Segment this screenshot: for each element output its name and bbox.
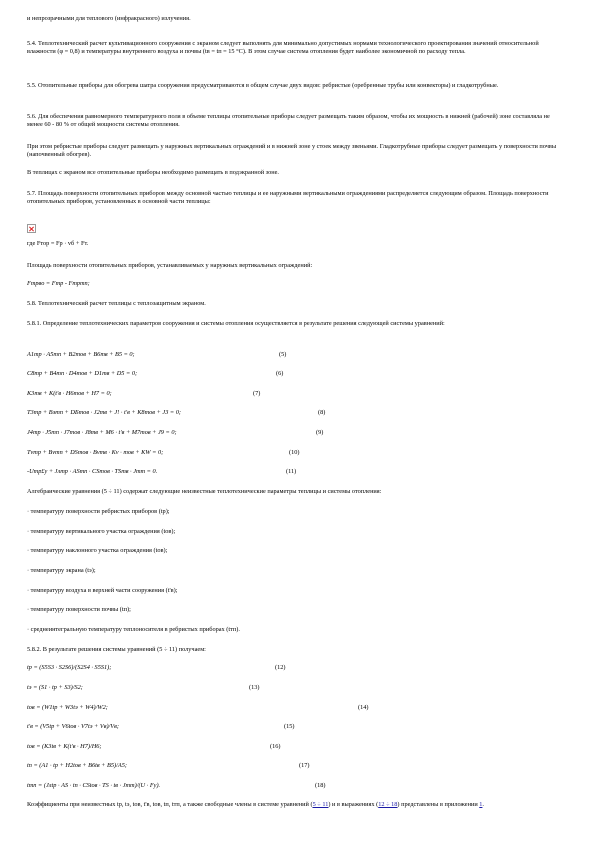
paragraph-5-7: 5.7. Площадь поверхности отопительных приборов между основной частью теплицы и ее наружными вертикальными ограждениями распределяется следующим образом. Площадь поверхности отопительных приборов, установленных в основной части теплицы: xyxy=(27,190,549,206)
equation-number: (18) xyxy=(315,782,326,789)
equation-number: (6) xyxy=(276,370,284,377)
equation-number: (5) xyxy=(279,351,287,358)
equation-10: Tvтр + Bvтп + DSтов · Bvтв · Кv · тов + КW = 0; xyxy=(27,449,164,456)
equation-13: tэ = (S1 · tр + S3)/S2; xyxy=(27,684,83,691)
equation-number: (8) xyxy=(318,409,326,416)
paragraph-outer-area: Площадь поверхности отопительных приборов, устанавливаемых у наружных вертикальных ограждений: xyxy=(27,262,313,269)
final-text: . xyxy=(482,801,484,808)
link-appendix-1[interactable]: 1 xyxy=(479,801,483,808)
paragraph-5-8-1: 5.8.1. Определение теплотехнических параметров сооружения и системы отопления осуществляется в результате решения следующей системы уравнений: xyxy=(27,320,445,327)
final-text: Коэффициенты при неизвестных tр, tэ, tов, t'в, tов, tп, tтп, а также свободные члены в системе уравнений ( xyxy=(27,801,313,808)
equation-18: tтп = (Jлtр · AS · tп · CStов · TS · tв · Jтт)/(U · Fу). xyxy=(27,782,161,789)
equation-11: -Uтр£у + Jлтр · AЅтп · CSтов · TSтв · Jтт = 0. xyxy=(27,468,158,475)
equation-16: tов = (К3tв + К(t'в · H7)/H6; xyxy=(27,743,102,750)
link-equations-5-11[interactable]: 5 ÷ 11 xyxy=(312,801,329,808)
equation-number: (9) xyxy=(316,429,324,436)
equation-14: tов = (W1tр + W3tэ + W4)/W2; xyxy=(27,704,108,711)
final-text: ) и в выражениях ( xyxy=(328,801,379,808)
list-item: · температуру поверхности почвы (tп); xyxy=(27,606,131,613)
broken-image-icon xyxy=(27,224,36,233)
equation-number: (7) xyxy=(253,390,261,397)
paragraph: и непрозрачными для теплового (инфракрасного) излучения. xyxy=(27,15,191,22)
equation-number: (10) xyxy=(289,449,300,456)
equation-12: tр = (S5S3 · S2S6)/(S2S4 · S5S1); xyxy=(27,664,112,671)
paragraph-5-5: 5.5. Отопительные приборы для обогрева шатра сооружения предусматриваются в общем случае двух видов: ребристые (оребренные трубы или конвекторы) и гладкотрубные. xyxy=(27,82,499,89)
equation-number: (11) xyxy=(286,468,297,475)
link-expressions-12-18[interactable]: 12 ÷ 18 xyxy=(378,801,398,808)
equation-number: (12) xyxy=(275,664,286,671)
list-item: · температуру вертикального участка ограждения (tов); xyxy=(27,528,176,535)
equation-8: T3тр + Bэтп + DБтов · J2тв + J! · t'в + К8тов + J3 = 0; xyxy=(27,409,181,416)
equation-9: J4тр · J5тп · J7тов · J8тв + M6 · t'в + M7тов + J9 = 0; xyxy=(27,429,177,436)
list-item: · температуру наклонного участка ограждения (tов); xyxy=(27,547,168,554)
formula-outer-area: Fтрво = Fтр - Fтртп; xyxy=(27,280,90,287)
equation-number: (13) xyxy=(249,684,260,691)
paragraph-screen: В теплицах с экраном все отопительные приборы необходимо размещать в подэкранной зоне. xyxy=(27,169,279,176)
formula-where: где Fтор = Fр · vб + Fт. xyxy=(27,240,89,247)
list-item: · температуру поверхности ребристых приборов (tр); xyxy=(27,508,170,515)
equation-number: (15) xyxy=(284,723,295,730)
final-text: ) представлены в приложении xyxy=(397,801,480,808)
paragraph-5-4: 5.4. Теплотехнический расчет культивационного сооружения с экраном следует выполнять для минимально допустимых нормами технологического проектирования значений относительной влажности (φ = 0,8) и температуры внутреннего воздуха и почвы (tв = tп = 15 °С). В этом случае система отопления будет наиболее экономичной по расходу тепла. xyxy=(27,40,539,56)
paragraph-placement: При этом ребристые приборы следует размещать у наружных вертикальных ограждений и в нижней зоне у стоек между звеньями. Гладкотрубные приборы следует размещать у поверхности почвы (напочвенный обогрев). xyxy=(27,143,557,159)
list-item: · температуру экрана (tэ); xyxy=(27,567,96,574)
paragraph-5-6: 5.6. Для обеспечения равномерного температурного поля в объеме теплицы отопительные приборы следует размещать таким образом, чтобы их мощность в нижней (рабочей) зоне составляла не менее 60 - 80 % от общей мощности системы отопления. xyxy=(27,113,550,129)
equation-15: t'в = (V5tр + V6tов · V7tэ + Vв)/Vв; xyxy=(27,723,119,730)
list-item: · температуру воздуха в верхней части сооружения (t'в); xyxy=(27,587,178,594)
paragraph-unknowns: Алгебраические уравнения (5 ÷ 11) содержат следующие неизвестные теплотехнические параметры теплицы и системы отопления: xyxy=(27,488,382,495)
equation-6: С8тр + B4тп · D4тов + D1тв + D5 = 0; xyxy=(27,370,138,377)
list-item: · среднеинтегральную температуру теплоносителя в ребристых приборах (tтп). xyxy=(27,626,240,633)
equation-7: К3тв + К(t'в · H6тов + H7 = 0; xyxy=(27,390,112,397)
paragraph-5-8: 5.8. Теплотехнический расчет теплицы с теплозащитным экраном. xyxy=(27,300,206,307)
paragraph-coefficients xyxy=(27,801,557,809)
equation-number: (16) xyxy=(270,743,281,750)
equation-5: A1тр · A5тп + B2тов + B6тв + B5 = 0; xyxy=(27,351,135,358)
equation-17: tп = (A1 · tр + H2tов + B6tв + B5)/A5; xyxy=(27,762,127,769)
paragraph-5-8-2: 5.8.2. В результате решения системы уравнений (5 ÷ 11) получаем: xyxy=(27,646,206,653)
equation-number: (17) xyxy=(299,762,310,769)
equation-number: (14) xyxy=(358,704,369,711)
